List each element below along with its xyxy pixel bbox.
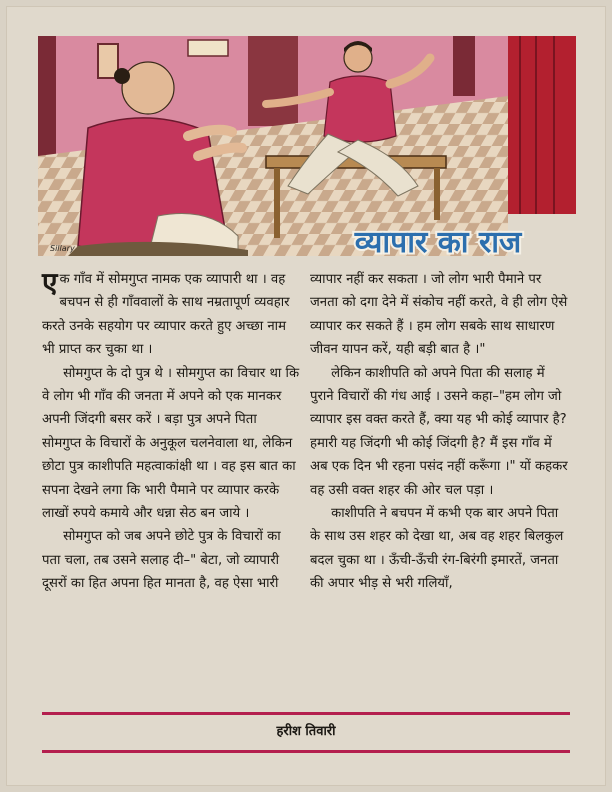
right-text-column: [310, 268, 568, 596]
paragraph-4: व्यापार नहीं कर सकता । जो लोग भारी पैमाने पर जनता को दगा देने में संकोच नहीं करते, वे ही लोग ऐसे व्यापार कर सकते हैं । हम लोग सबके साथ साधारण जीवन यापन करें, यही बड़ी बात है ।": [310, 272, 568, 358]
paragraph-3: सोमगुप्त को जब अपने छोटे पुत्र के विचारों का पता चला, तब उसने सलाह दी–" बेटा, जो व्यापारी दूसरों का हित अपना हित मानता है, वह ऐसा भारी: [42, 529, 281, 592]
story-title-graphic: [318, 218, 558, 262]
paragraph-1-text: क गाँव में सोमगुप्त नामक एक व्यापारी था । वह बचपन से ही गाँववालों के साथ नम्रतापूर्ण व्यवहार करते उनके सहयोग पर व्यापार करते हुए अच्छा नाम भी प्राप्त कर चुका था ।: [42, 272, 290, 358]
drop-cap: ए: [42, 266, 58, 299]
paragraph-6: काशीपति ने बचपन में कभी एक बार अपने पिता के साथ उस शहर को देखा था, अब वह शहर बिलकुल बदल चुका था । ऊँची-ऊँची रंग-बिरंगी इमारतें, जनता की अपार भीड़ से भरी गलियाँ,: [310, 506, 564, 592]
author-rule-bottom: [42, 750, 570, 753]
paragraph-1: [42, 268, 300, 362]
author-rule-top: [42, 712, 570, 715]
story-title-art: [318, 218, 558, 262]
artist-signature: Sillary: [50, 244, 75, 253]
author-name: हरीश तिवारी: [276, 724, 336, 739]
left-text-column: [42, 268, 300, 596]
paragraph-5: लेकिन काशीपति को अपने पिता की सलाह में पुराने विचारों की गंध आई । उसने कहा–"हम लोग जो व्यापार इस वक्त करते हैं, क्या यह भी कोई व्यापार है? हमारी यह जिंदगी भी कोई जिंदगी है? मैं इस गाँव में अब एक दिन भी रहना पसंद नहीं करूँगा ।" यों कहकर वह उसी वक्त शहर की ओर चल पड़ा ।: [310, 365, 568, 498]
story-title: व्यापार का राज: [354, 225, 522, 260]
paragraph-2: सोमगुप्त के दो पुत्र थे । सोमगुप्त का विचार था कि वे लोग भी गाँव की जनता में अपने को एक मानकर अपनी जिंदगी बसर करें । बड़ा पुत्र अपने पिता सोमगुप्त के विचारों के अनुकूल चलनेवाला था, लेकिन छोटा पुत्र काशीपति महत्वाकांक्षी था । वह इस बात का सपना देखने लगा कि भारी पैमाने पर व्यापार करके लाखों रुपये कमाये और धन्ना सेठ बन जाये ।: [42, 365, 300, 522]
